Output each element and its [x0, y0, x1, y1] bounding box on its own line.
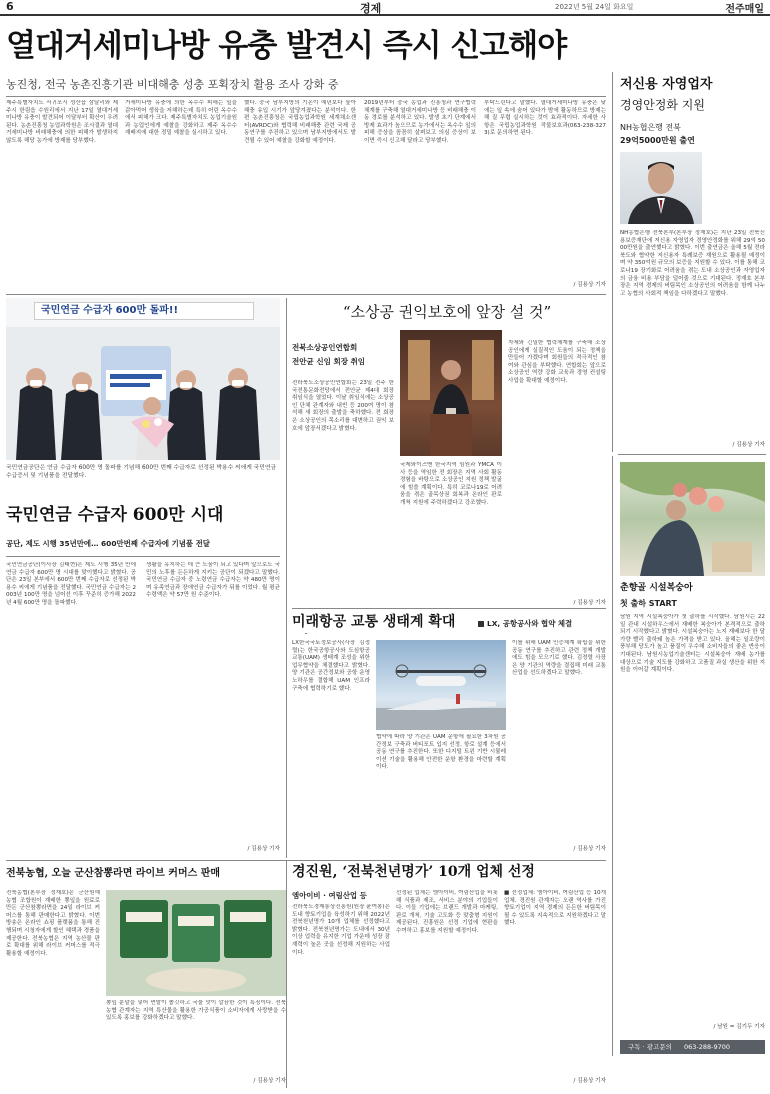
personnel-text: NH농협은행 전북본부(본부장 정재호)는 지난 23일 전북신용보증재단에 저신용 자영업자 경영안정화를 위해 29억 5000만원을 출연했다고 밝혔다. 이번 출연금은 올해 5월 전라북도와 협약한 저신용자 특례보증 재원으로 활용될 예정이며 약 350억원 규모의 보증을 지원할 수 있다. 이를 통해 코로나19 장기화로 어려움을 겪는 도내 소상공인과 자영업자의 금융 비용 부담을 덜어줄 것으로 기대된다. 정재호 본부장은 지역 경제의 버팀목인 소상공인의 어려움을 함께 나누고 농협의 사회적 책임을 다하겠다고 말했다.	[620, 230, 765, 297]
peach-text: 남원 지역 시설복숭아가 첫 출하를 시작했다. 남원시는 22일 관내 시설하우스에서 재배한 복숭아가 본격적으로 출하되기 시작했다고 밝혔다. 시설복숭아는 노지 재배보다 한 달가량 빨리 출하돼 높은 가격을 받고 있다. 올해는 일조량이 풍부해 당도가 높고 품질이 우수해 소비자들의 좋은 반응이 기대된다. 남원시농업기술센터는 시설복숭아 재배 농가를 대상으로 기술 지도를 강화하고 고품질 과실 생산을 위한 지원을 이어갈 계획이다.	[620, 614, 765, 674]
nps-caption: 국민연금공단은 연금 수급자 600만 명 돌파를 기념해 600만 번째 수급자로 선정된 박용수 씨에게 국민연금 수급증서 및 기념품을 전달했다.	[6, 465, 277, 479]
nps-title: 국민연금 수급자 600만 시대	[6, 505, 224, 525]
article1-col4: 2019년부터 중국 농업과 진흥청과 연구협력 체계를 구축해 열대거세미나방 등 비래해충 이동 경로를 분석하고 있다. 발생 초기 단계에서 방제 효과가 높으므로 농가에서는 옥수수 잎의 피해 증상을 꼼꼼히 살펴보고 의심 증상이 보이면 즉시 신고해 달라고 당부했다.	[364, 100, 476, 144]
subscription-label: 구독 · 광고문의	[628, 1043, 672, 1051]
nps-col2: 생활을 유지하는 데 큰 도움이 되고 있다며 앞으로도 국민의 노후를 든든하게 지키는 공단이 되겠다고 말했다. 국민연금 수급자 중 노령연금 수급자는 약 480만 명이며 유족연금과 장애연금 수급자가 뒤를 이었다. 월 평균 수령액은 약 57만 원 수준이다.	[146, 562, 280, 599]
peach-title: 춘향골 시설복숭아	[620, 583, 693, 593]
nps-banner: 국민연금 수급자 600만 돌파!!	[34, 302, 254, 320]
kjw-tag: 엠아이비 · 여림산업 등	[292, 891, 367, 900]
uam-col2: 협약에 따라 양 기관은 UAM 운항에 필요한 3차원 공간정보 구축과 버티포트 입지 선정, 항로 설계 등에서 공동 연구를 추진한다. 또한 디지털 트윈 기반 시뮬레이션 기술을 활용해 안전한 운항 환경을 마련할 계획이다.	[376, 734, 506, 771]
uam-photo	[376, 640, 506, 730]
article1-col2: 거세미나방 유충에 의한 옥수수 피해는 잎을 갉아먹어 생육을 저해하는데 특히 어린 옥수수에서 피해가 크다. 제주특별자치도 농업기술원과 농업인에게 예찰을 강화하고 제주 옥수수 재배지에 대한 정밀 예찰을 실시하고 있다.	[125, 100, 237, 137]
personnel-title: 저신용 자영업자	[620, 77, 713, 92]
uam-subtitle	[478, 618, 606, 630]
section-title: 경제	[360, 2, 382, 15]
uam-col1: LX한국국토정보공사(사장 김정렬)는 한국공항공사와 도심항공교통(UAM) 생태계 조성을 위한 업무협약을 체결했다고 밝혔다. 양 기관은 공간정보와 공항 운영 노하우를 결합해 UAM 인프라 구축에 협력하기로 했다.	[292, 640, 370, 692]
page-header	[0, 0, 770, 16]
small-biz-byline: / 김용상 기자	[573, 600, 606, 606]
nps-col1: 국민연금공단(이사장 김태현)은 제도 시행 35년 만에 연금 수급자 600만 명 시대를 맞이했다고 밝혔다. 공단은 23일 본부에서 600만 번째 수급자로 선정된 박용수 씨에게 기념품을 전달했다. 국민연금 수급자는 2003년 100만 명을 넘어선 이후 꾸준히 증가해 2022년 4월 600만 명을 돌파했다.	[6, 562, 136, 606]
peach-photo	[620, 462, 765, 576]
kjw-byline: / 김용상 기자	[573, 1078, 606, 1084]
jb-text: 전북농협(본부장 정재호)은 군산원예농협 조합원이 재배한 뽕잎을 원료로 만든 군산참뽕라면을 24일 라이브 커머스를 통해 판매한다고 밝혔다. 이번 방송은 온라인 쇼핑 플랫폼을 통해 진행되며 시청자에게 할인 혜택과 경품을 제공한다. 전북농협은 지역 농산물 판로 확대를 위해 라이브 커머스를 적극 활용할 예정이다.	[6, 890, 100, 957]
personnel-title2: 경영안정화 지원	[620, 98, 705, 112]
article1-col5: 부탁드린다고 말했다. 열대거세미나방 유충은 낮에는 잎 속에 숨어 있다가 밤에 활동하므로 방제는 해 질 무렵 실시하는 것이 효과적이다. 자세한 사항은 국립농업과학원 작물보호과(063-238-3273)로 문의하면 된다.	[484, 100, 606, 137]
ramen-photo	[106, 890, 286, 996]
portrait-photo	[620, 152, 702, 224]
article1-byline: / 김용상 기자	[573, 282, 606, 288]
uam-byline: / 김용상 기자	[573, 846, 606, 852]
masthead: 전주매일	[725, 4, 764, 15]
subscription-box	[620, 1040, 765, 1054]
jb-title: 전북농협, 오늘 군산참뽕라면 라이브 커머스 판매	[6, 868, 221, 879]
small-biz-col2: 국제와이즈맨 한국지역 임원과 YMCA 이사 등을 역임한 전 회장은 지역 사회 활동 경험을 바탕으로 소상공인 지원 정책 발굴에 힘쓸 계획이다. 특히 코로나19로 어려움을 겪은 골목상권 회복과 온라인 판로 개척 지원에 주력하겠다고 강조했다.	[400, 462, 502, 506]
kjw-col1: 전라북도경제통상진흥원(원장 윤여봉)은 도내 향토기업을 육성하기 위해 2022년 전북천년명가 10개 업체를 선정했다고 밝혔다. 전북천년명가는 도내에서 30년 이상 업력을 유지한 기업 가운데 성장 잠재력이 높은 곳을 선정해 지원하는 사업이다.	[292, 904, 390, 956]
podium-photo	[400, 330, 502, 456]
issue-date: 2022년 5월 24일 화요일	[555, 3, 634, 11]
personnel-byline: / 김용상 기자	[732, 442, 765, 448]
personnel-sub1: NH농협은행 전북	[620, 123, 681, 132]
small-biz-col1: 전라북도소상공인연합회는 23일 전주 한국전통문화전당에서 전안균 제4대 회장 취임식을 열었다. 이날 취임식에는 소상공인 단체 관계자와 내빈 등 200여 명이 참석해 새 회장의 출발을 축하했다. 전 회장은 소상공인의 목소리를 대변하고 권익 보호에 앞장서겠다고 밝혔다.	[292, 380, 394, 432]
jb-byline: / 김용상 기자	[253, 1078, 286, 1084]
nps-photo	[6, 298, 280, 460]
subhead-main: 농진청, 전국 농촌진흥기관 비대해충 성충 포획장치 활용 조사 강화 중	[6, 78, 339, 91]
small-biz-sub2: 전안균 신임 회장 취임	[292, 357, 366, 366]
jb-col2: 뽕잎 분말을 넣어 면발이 쫄깃하고 국물 맛이 깔끔한 것이 특징이다. 전북농협 관계자는 지역 특산물을 활용한 가공식품이 소비자에게 사랑받을 수 있도록 홍보를 강화하겠다고 말했다.	[106, 1000, 286, 1022]
kjw-col3: ■ 선정업체: 엠아이비, 여림산업 등 10개 업체. 경진원 관계자는 오랜 역사를 가진 향토기업이 지역 경제의 든든한 버팀목이 될 수 있도록 지속적으로 지원하겠다고 말했다.	[504, 890, 606, 927]
small-biz-col3: 자체와 긴밀한 협력체계를 구축해 소상공인에게 실질적인 도움이 되는 정책을 만들어 가겠다며 회원들의 적극적인 참여와 관심을 부탁했다. 연합회는 앞으로 소상공인 역량 강화 교육과 경영 컨설팅 사업을 확대할 예정이다.	[508, 340, 606, 384]
kjw-title: 경진원, ‘전북천년명가’ 10개 업체 선정	[292, 864, 535, 880]
nps-byline: / 김용상 기자	[247, 846, 280, 852]
headline-main: 열대거세미나방 유충 발견시 즉시 신고해야	[6, 28, 567, 64]
peach-byline: / 남원 = 김기두 기자	[713, 1024, 765, 1030]
uam-col3: 이를 위해 UAM 인증체계 확립을 위한 공동 연구를 추진하고 관련 정책 개발에도 힘을 모으기로 했다. 김정렬 사장은 양 기관의 역량을 결집해 미래 교통 산업을 선도하겠다고 말했다.	[512, 640, 606, 677]
small-biz-title: “소상공 권익보호에 앞장 설 것”	[342, 303, 552, 321]
small-biz-sub1: 전북소상공인연합회	[292, 343, 358, 352]
kjw-col2: 선정된 업체는 엠아이비, 여림산업을 비롯해 식품과 제조, 서비스 분야의 기업들이다. 이들 기업에는 브랜드 개발과 마케팅, 판로 개척, 기술 고도화 등 맞춤형 지원이 제공된다. 진흥원은 선정 기업에 현판을 수여하고 홍보를 지원할 예정이다.	[396, 890, 498, 934]
article1-col1: 제주특별자치도 서귀포시 성산읍 삼달리와 제주시 한림읍 수원리에서 지난 17일 열대거세미나방 유충이 발견되어 이달부터 확산이 우려된다. 농촌진흥청 농업과학원은 조사결과 열대거세미나방 비래해충에 의한 피해가 발생하지 않도록 해당 농가에 방제를 당부했다.	[6, 100, 118, 144]
personnel-sub2: 29억5000만원 출연	[620, 136, 695, 145]
uam-title: 미래항공 교통 생태계 확대	[292, 614, 456, 630]
nps-subtitle: 공단, 제도 시행 35년만에… 600만번째 수급자에 기념품 전달	[6, 539, 210, 548]
article1-col3: 했다. 중국 남부지방의 기온이 예년보다 높아 해충 유입 시기가 앞당겨졌다는 분석이다. 한편 농촌진흥청은 국립농업과학원 세계채소센터(AVRDC)와 협력해 비래해충 관련 국제 공동연구를 추진하고 있으며 남부지방에서도 발견될 수 있어 예찰을 강화할 예정이다.	[244, 100, 356, 144]
uam-subtitle-text: LX, 공항공사와 협약 체결	[487, 619, 573, 628]
subscription-phone: 063-288-9700	[683, 1043, 730, 1051]
peach-sub: 첫 출하 START	[620, 599, 677, 608]
page-number: 6	[6, 0, 14, 13]
